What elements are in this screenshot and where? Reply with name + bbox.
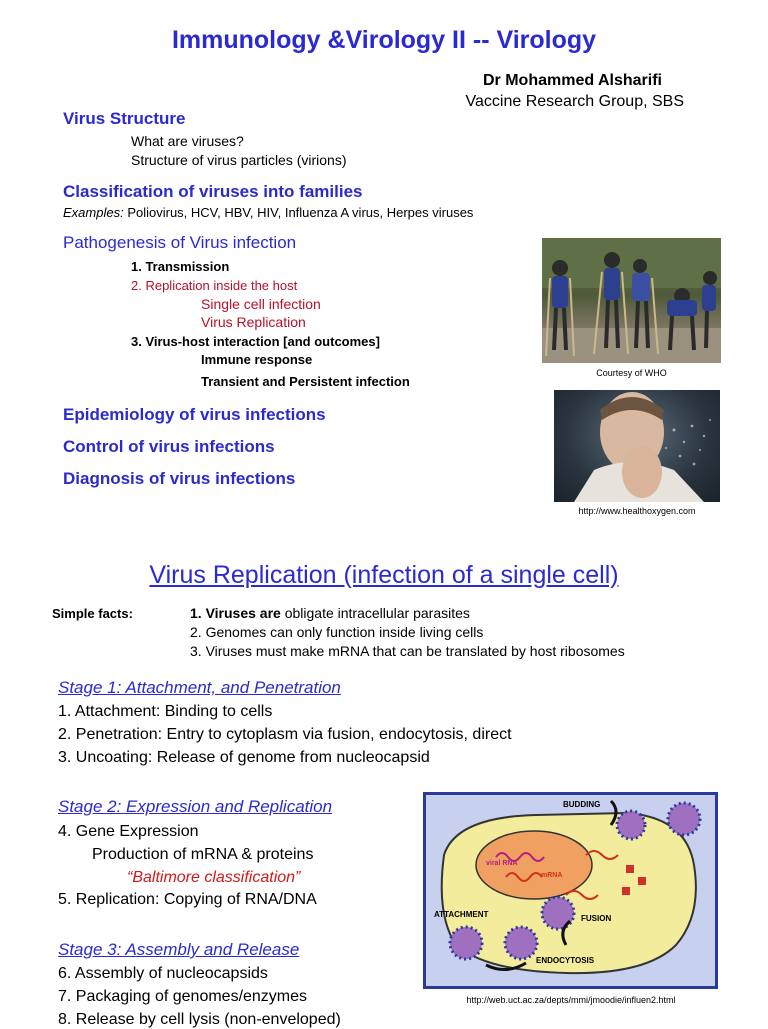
section-heading-pathogenesis: Pathogenesis of Virus infection — [63, 233, 297, 252]
baltimore-classification-note: “Baltimore classification” — [127, 869, 301, 886]
pathogenesis-item-2-sub: Single cell infection — [201, 296, 321, 312]
diagram-label-mrna: mRNA — [541, 872, 563, 879]
stage-2-item: 4. Gene Expression — [58, 823, 199, 840]
fact-1 — [190, 605, 470, 621]
polio-children-illustration — [542, 238, 721, 363]
stage-2-heading: Stage 2: Expression and Replication — [58, 797, 333, 816]
page-title: Immunology &Virology II -- Virology — [171, 26, 597, 54]
diagram-label-attachment: ATTACHMENT — [434, 910, 489, 919]
structure-item: Structure of virus particles (virions) — [131, 152, 347, 168]
polio-children-photo — [542, 238, 721, 363]
diagram-label-viral-rna: viral RNA — [486, 860, 518, 867]
section-heading-diagnosis: Diagnosis of virus infections — [63, 469, 296, 488]
section-heading-epidemiology: Epidemiology of virus infections — [63, 405, 326, 424]
sneezing-man-illustration — [554, 390, 720, 502]
slide-title-virus-replication: Virus Replication (infection of a single cell) — [149, 561, 619, 589]
sneezing-man-photo — [554, 390, 720, 502]
author-name: Dr Mohammed Alsharifi — [483, 72, 662, 89]
pathogenesis-item-3-sub: Transient and Persistent infection — [201, 374, 410, 389]
fact-1-bold: 1. Viruses are — [190, 605, 281, 621]
author-group: Vaccine Research Group, SBS — [465, 93, 684, 110]
diagram-credit: http://web.uct.ac.za/depts/mmi/jmoodie/influen2.html — [466, 995, 676, 1005]
stage-1-item: 1. Attachment: Binding to cells — [58, 703, 273, 720]
fact-3: 3. Viruses must make mRNA that can be translated by host ribosomes — [190, 643, 625, 659]
examples-text: Poliovirus, HCV, HBV, HIV, Influenza A virus, Herpes viruses — [123, 205, 474, 220]
section-heading-control: Control of virus infections — [63, 437, 275, 456]
stage-2-subitem: Production of mRNA & proteins — [92, 846, 314, 863]
structure-item: What are viruses? — [131, 133, 244, 149]
stage-1-heading: Stage 1: Attachment, and Penetration — [58, 678, 341, 697]
fact-1-rest: obligate intracellular parasites — [280, 605, 470, 621]
virus-replication-diagram — [423, 792, 718, 989]
simple-facts-label: Simple facts: — [52, 606, 133, 621]
pathogenesis-item-2-sub: Virus Replication — [201, 314, 306, 330]
replication-cycle-illustration — [426, 795, 715, 986]
stage-3-item: 8. Release by cell lysis (non-enveloped) — [58, 1011, 341, 1028]
section-heading-classification: Classification of viruses into families — [63, 182, 363, 201]
examples-label: Examples: — [63, 205, 124, 220]
stage-1-item: 3. Uncoating: Release of genome from nucleocapsid — [58, 749, 430, 766]
fact-2: 2. Genomes can only function inside living cells — [190, 624, 484, 640]
pathogenesis-item-3: 3. Virus-host interaction [and outcomes] — [131, 334, 380, 349]
photo-credit: http://www.healthoxygen.com — [578, 506, 696, 516]
pathogenesis-item-3-sub: Immune response — [201, 352, 313, 367]
stage-1-item: 2. Penetration: Entry to cytoplasm via fusion, endocytosis, direct — [58, 726, 512, 743]
stage-3-item: 6. Assembly of nucleocapsids — [58, 965, 268, 982]
diagram-label-fusion: FUSION — [581, 914, 612, 923]
stage-3-heading: Stage 3: Assembly and Release — [58, 940, 300, 959]
classification-examples — [63, 205, 473, 220]
pathogenesis-item-1: 1. Transmission — [131, 259, 230, 274]
stage-3-item: 7. Packaging of genomes/enzymes — [58, 988, 308, 1005]
photo-credit: Courtesy of WHO — [596, 368, 667, 378]
pathogenesis-item-2: 2. Replication inside the host — [131, 278, 298, 293]
diagram-label-budding: BUDDING — [563, 800, 601, 809]
stage-2-item: 5. Replication: Copying of RNA/DNA — [58, 891, 317, 908]
section-heading-structure: Virus Structure — [63, 109, 186, 128]
diagram-label-endocytosis: ENDOCYTOSIS — [536, 956, 595, 965]
